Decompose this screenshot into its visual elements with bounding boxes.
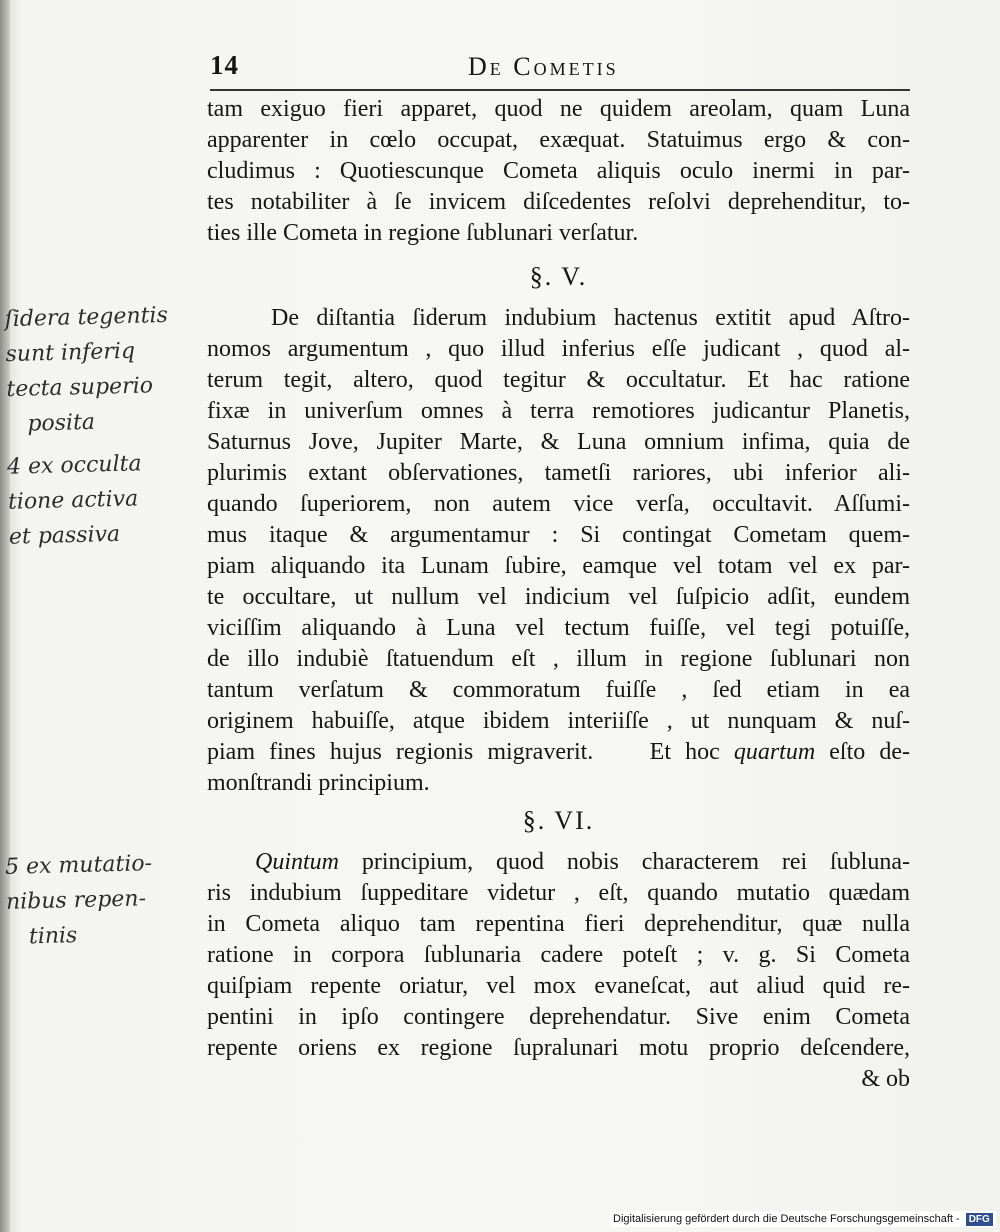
section-vi-paragraph — [207, 847, 910, 1095]
section-heading-vi: §. VI. — [522, 806, 595, 835]
text-fragment: Et hoc — [649, 739, 720, 765]
text-line: fixæ in univerſum omnes à terra remotiores judicantur Planetis, — [207, 398, 910, 424]
text-line: tam exiguo fieri apparet, quod ne quidem areolam, quam Luna — [207, 96, 910, 122]
text-line: tantum verſatum & commoratum fuiſſe , ſed etiam in ea — [207, 677, 910, 703]
marginal-note-3 — [5, 846, 155, 955]
section-v-paragraph — [207, 303, 910, 799]
italic-word: Quintum — [255, 849, 339, 875]
dfg-logo: DFG — [966, 1213, 993, 1226]
text-line: Saturnus Jove, Jupiter Marte, & Luna omnium infima, quia de — [207, 429, 910, 455]
marginal-note-line: posita — [27, 409, 96, 437]
section-heading-v: §. V. — [529, 262, 588, 291]
running-head: De Cometis — [468, 52, 619, 81]
text-line: De diſtantia ſiderum indubium hactenus extitit apud Aſtro- — [271, 305, 910, 331]
text-line: monſtrandi principium. — [207, 770, 430, 796]
text-line: quando ſuperiorem, non autem vice verſa, occultavit. Aſſumi- — [207, 491, 910, 517]
page-number: 14 — [210, 50, 239, 80]
text-line: plurimis extant obſervationes, tametſi rariores, ubi inferior ali- — [207, 460, 910, 486]
text-line: apparenter in cœlo occupat, exæquat. Statuimus ergo & con- — [207, 127, 910, 153]
text-line: te occultare, ut nullum vel indicium vel ſuſpicio adſit, eundem — [207, 584, 910, 610]
text-line: pentini in ipſo contingere deprehendatur. Sive enim Cometa — [207, 1004, 910, 1030]
italic-word: quartum — [733, 739, 816, 765]
text-fragment: principium, quod nobis characterem rei ſubluna- — [361, 849, 910, 875]
marginal-note-line: et passiva — [8, 521, 121, 550]
catchword: & ob — [861, 1066, 910, 1092]
text-line: quiſpiam repente oriatur, vel mox evaneſcat, aut aliud quid re- — [207, 973, 910, 999]
marginal-note-line: tecta superio — [6, 373, 154, 403]
text-line: tes notabiliter à ſe invicem diſcedentes reſolvi deprehenditur, to- — [207, 189, 910, 215]
text-line: de illo indubiè ſtatuendum eſt , illum in regione ſublunari non — [207, 646, 910, 672]
text-line: terum tegit, altero, quod tegitur & occultatur. Et hac ratione — [207, 367, 910, 393]
marginal-note-line: tione activa — [7, 486, 139, 515]
text-fragment: piam fines hujus regionis migraverit. — [207, 739, 594, 765]
marginal-note-2 — [7, 446, 144, 554]
marginal-note-line: tinis — [28, 923, 78, 950]
text-line-mixed — [207, 737, 910, 768]
text-line: mus itaque & argumentamur : Si contingat Cometam quem- — [207, 522, 910, 548]
marginal-note-line: sunt inferiq — [5, 338, 136, 368]
bleed-through — [470, 18, 477, 41]
text-line: ris indubium ſuppeditare videtur , eſt, quando mutatio quædam — [207, 880, 910, 906]
text-line: originem habuiſſe, atque ibidem interiiſſe , ut nunquam & nuſ- — [207, 708, 910, 734]
top-paragraph — [207, 94, 910, 249]
header-rule — [210, 89, 910, 91]
text-line-mixed — [207, 847, 910, 878]
text-line: repente oriens ex regione ſupralunari motu proprio deſcendere, — [207, 1035, 910, 1061]
text-line: ratione in corpora ſublunaria cadere poteſt ; v. g. Si Cometa — [207, 942, 910, 968]
marginal-note-line: nibus repen- — [5, 886, 147, 915]
text-fragment: eſto de- — [829, 739, 911, 765]
text-line: piam aliquando ita Lunam ſubire, eamque vel totam vel ex par- — [207, 553, 910, 579]
marginal-note-line: ſidera tegentis — [4, 302, 169, 333]
digitization-credit — [610, 1211, 996, 1227]
text-line: viciſſim aliquando à Luna vel tectum fuiſſe, vel tegi potuiſſe, — [207, 615, 910, 641]
marginal-note-1 — [4, 298, 171, 442]
text-line: in Cometa aliquo tam repentina fieri deprehenditur, quæ nulla — [207, 911, 910, 937]
marginal-note-line: 4 ex occulta — [6, 451, 142, 480]
credit-text: Digitalisierung gefördert durch die Deutsche Forschungsgemeinschaft - — [613, 1213, 960, 1225]
marginal-note-line: 5 ex mutatio- — [4, 851, 153, 880]
text-line: cludimus : Quotiescunque Cometa aliquis oculo inermi in par- — [207, 158, 910, 184]
text-line: ties ille Cometa in regione ſublunari verſatur. — [207, 220, 639, 246]
book-gutter-shadow — [0, 0, 10, 1232]
text-line: nomos argumentum , quo illud inferius eſſe judicant , quod al- — [207, 336, 910, 362]
page-header — [210, 50, 910, 90]
